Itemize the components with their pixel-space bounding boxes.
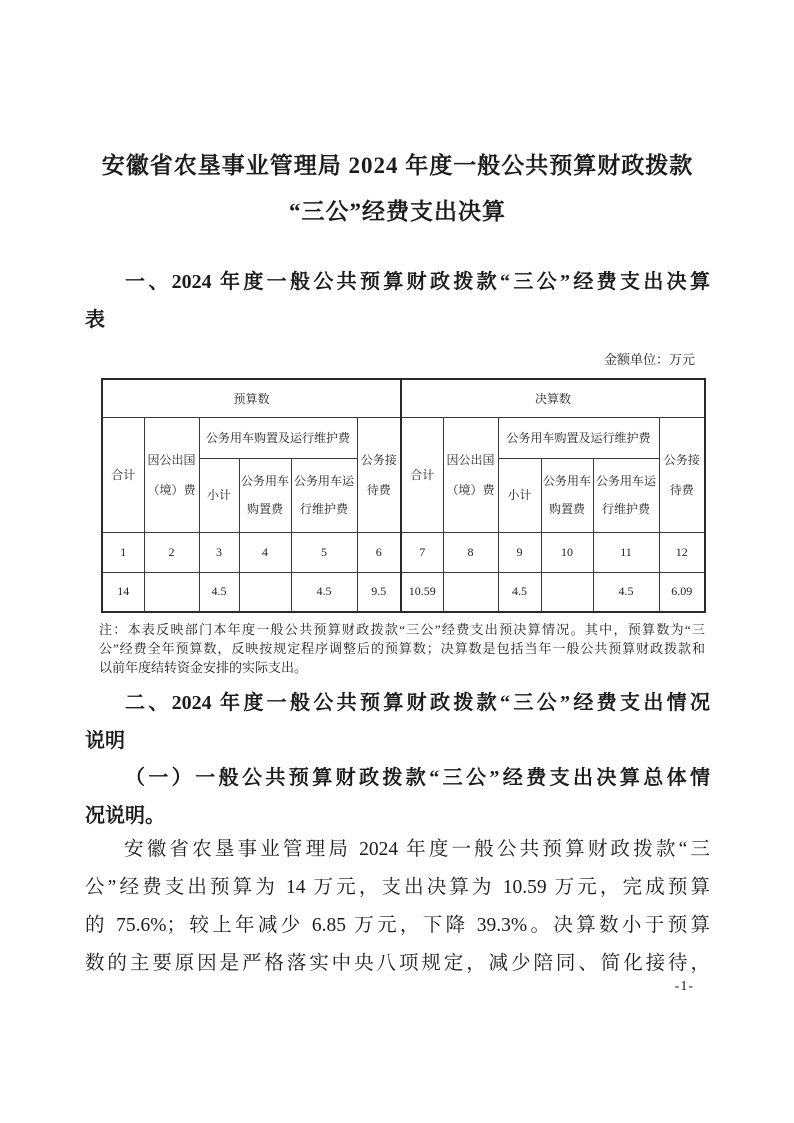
header-budget-reception: 公务接待费 <box>357 417 401 532</box>
header-budget-abroad: 因公出国（境）费 <box>144 417 199 532</box>
document-title-line2: “三公”经费支出决算 <box>289 199 506 224</box>
header-budget-vehicle-group: 公务用车购置及运行维护费 <box>199 417 357 458</box>
section1-heading-line2: 表 <box>85 309 105 331</box>
document-title-line1: 安徽省农垦事业管理局 2024 年度一般公共预算财政拨款 <box>101 153 694 178</box>
value-final-reception: 6.09 <box>659 572 705 612</box>
col-number: 11 <box>593 532 659 572</box>
col-number: 12 <box>659 532 705 572</box>
value-final-abroad <box>443 572 498 612</box>
body-paragraph <box>85 831 710 983</box>
table-row-group-headers <box>102 379 705 417</box>
group-header-final: 决算数 <box>401 379 705 417</box>
value-final-total: 10.59 <box>401 572 443 612</box>
subsection1-heading-line1: （一）一般公共预算财政拨款“三公”经费支出决算总体情 <box>125 767 710 789</box>
col-number: 8 <box>443 532 498 572</box>
col-number: 10 <box>541 532 593 572</box>
table-row-values <box>102 572 705 612</box>
value-final-purchase <box>541 572 593 612</box>
value-final-maintenance: 4.5 <box>593 572 659 612</box>
value-budget-total: 14 <box>102 572 144 612</box>
col-number: 6 <box>357 532 401 572</box>
col-number: 1 <box>102 532 144 572</box>
header-budget-purchase: 公务用车购置费 <box>239 458 291 532</box>
col-number: 4 <box>239 532 291 572</box>
col-number: 3 <box>199 532 239 572</box>
body-line2: 公”经费支出预算为 14 万元，支出决算为 10.59 万元，完成预算 <box>85 877 710 898</box>
header-budget-maintenance: 公务用车运行维护费 <box>291 458 357 532</box>
header-final-total: 合计 <box>401 417 443 532</box>
value-budget-reception: 9.5 <box>357 572 401 612</box>
subsection1-heading-line2: 况说明。 <box>85 805 165 827</box>
table-row-column-numbers <box>102 532 705 572</box>
header-final-purchase: 公务用车购置费 <box>541 458 593 532</box>
table-footnote <box>99 620 705 677</box>
value-budget-abroad <box>144 572 199 612</box>
header-budget-total: 合计 <box>102 417 144 532</box>
body-line4: 数的主要原因是严格落实中央八项规定，减少陪同、简化接待， <box>85 953 710 974</box>
section2-heading-line2: 说明 <box>85 730 125 752</box>
value-budget-purchase <box>239 572 291 612</box>
body-line1: 安徽省农垦事业管理局 2024 年度一般公共预算财政拨款“三 <box>124 839 710 860</box>
value-budget-maintenance: 4.5 <box>291 572 357 612</box>
value-budget-subtotal: 4.5 <box>199 572 239 612</box>
col-number: 9 <box>498 532 541 572</box>
value-final-subtotal: 4.5 <box>498 572 541 612</box>
footnote-line3: 以前年度结转资金安排的实际支出。 <box>99 660 308 675</box>
footnote-line2: 公”经费全年预算数，反映按规定程序调整后的预算数；决算数是包括当年一般公共预算财政拨款和 <box>99 641 705 656</box>
col-number: 7 <box>401 532 443 572</box>
col-number: 5 <box>291 532 357 572</box>
section2-heading-line1: 二、2024 年度一般公共预算财政拨款“三公”经费支出情况 <box>125 692 710 714</box>
header-final-vehicle-group: 公务用车购置及运行维护费 <box>498 417 659 458</box>
header-final-reception: 公务接待费 <box>659 417 705 532</box>
col-number: 2 <box>144 532 199 572</box>
section1-heading-line1: 一、2024 年度一般公共预算财政拨款“三公”经费支出决算 <box>125 271 710 293</box>
body-line3: 的 75.6%；较上年减少 6.85 万元，下降 39.3%。决算数小于预算 <box>85 915 710 936</box>
header-final-subtotal: 小计 <box>498 458 541 532</box>
san-gong-expense-table <box>101 378 706 613</box>
section1-heading <box>85 263 710 339</box>
amount-unit-note: 金额单位：万元 <box>603 352 695 367</box>
group-header-budget: 预算数 <box>102 379 401 417</box>
document-title <box>85 143 710 235</box>
footnote-line1: 注：本表反映部门本年度一般公共预算财政拨款“三公”经费支出预决算情况。其中，预算数为“三 <box>99 622 705 637</box>
section2-heading <box>85 684 710 760</box>
header-budget-subtotal: 小计 <box>199 458 239 532</box>
table-row-header-1 <box>102 417 705 458</box>
subsection1-heading <box>85 759 710 835</box>
header-final-maintenance: 公务用车运行维护费 <box>593 458 659 532</box>
header-final-abroad: 因公出国（境）费 <box>443 417 498 532</box>
page-number: -1- <box>674 979 694 994</box>
